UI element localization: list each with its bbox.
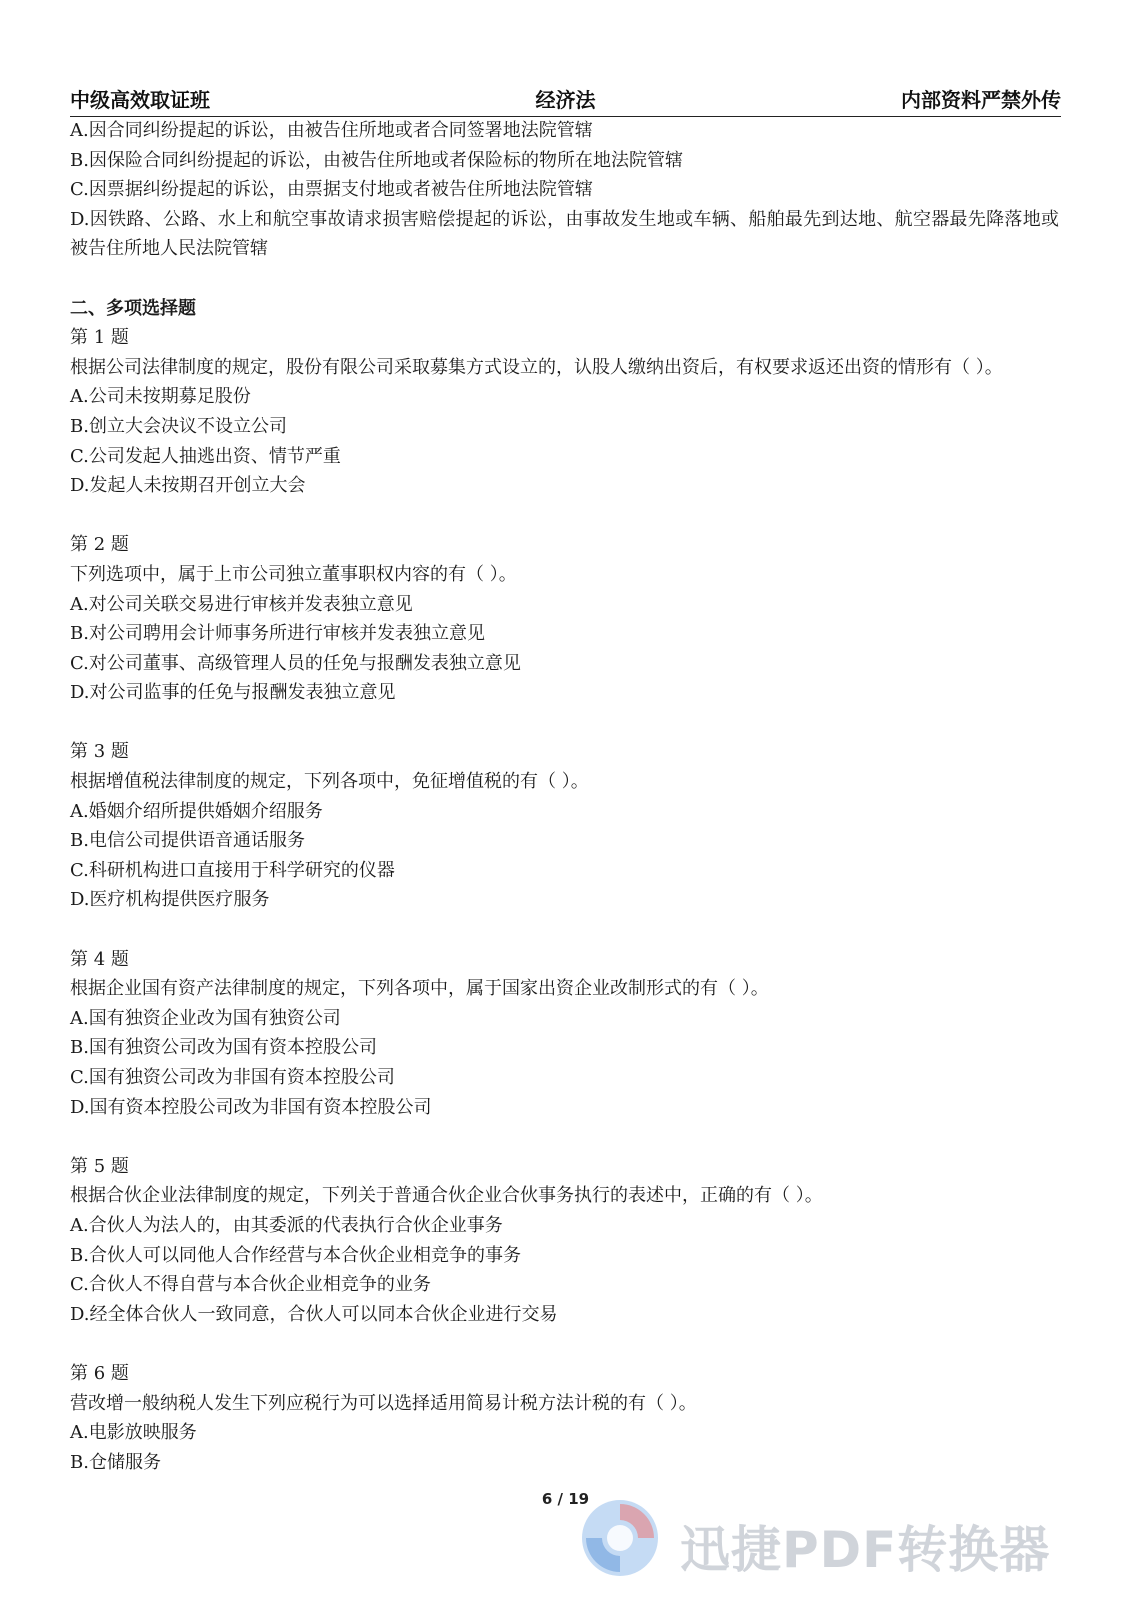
- option-line: B.创立大会决议不设立公司: [70, 415, 287, 437]
- question-stem: 根据增值税法律制度的规定，下列各项中，免征增值税的有（ ）。: [70, 771, 589, 793]
- page-content: [70, 116, 1059, 1477]
- option-line: A.因合同纠纷提起的诉讼，由被告住所地或者合同签署地法院管辖: [70, 120, 593, 141]
- page-header: [70, 80, 1061, 117]
- question-label: 第 1 题: [70, 327, 129, 349]
- header-confidential-note: 内部资料严禁外传: [901, 88, 1061, 112]
- option-line: B.电信公司提供语音通话服务: [70, 830, 305, 852]
- question-label: 第 2 题: [70, 534, 129, 556]
- option-line: C.对公司董事、高级管理人员的任免与报酬发表独立意见: [70, 652, 521, 674]
- option-line: A.国有独资企业改为国有独资公司: [70, 1007, 341, 1029]
- question-block: [70, 737, 1059, 915]
- question-stem: 下列选项中，属于上市公司独立董事职权内容的有（ ）。: [70, 563, 517, 585]
- watermark: [580, 1498, 1100, 1578]
- question-stem: 营改增一般纳税人发生下列应税行为可以选择适用简易计税方法计税的有（ ）。: [70, 1392, 697, 1414]
- option-line: D.发起人未按期召开创立大会: [70, 475, 306, 497]
- option-line: C.合伙人不得自营与本合伙企业相竞争的业务: [70, 1274, 431, 1296]
- option-line: B.仓储服务: [70, 1451, 161, 1473]
- question-label: 第 5 题: [70, 1155, 129, 1177]
- option-line: A.公司未按期募足股份: [70, 386, 251, 408]
- option-line: B.因保险合同纠纷提起的诉讼，由被告住所地或者保险标的物所在地法院管辖: [70, 149, 683, 171]
- option-line: B.国有独资公司改为国有资本控股公司: [70, 1037, 377, 1059]
- option-line: B.对公司聘用会计师事务所进行审核并发表独立意见: [70, 623, 485, 645]
- question-block: [70, 1152, 1059, 1330]
- option-line: D.国有资本控股公司改为非国有资本控股公司: [70, 1096, 432, 1118]
- question-block: [70, 530, 1059, 708]
- question-stem: 根据公司法律制度的规定，股份有限公司采取募集方式设立的，认股人缴纳出资后，有权要求返还出资的情形有（ ）。: [70, 356, 1003, 378]
- option-line: C.公司发起人抽逃出资、情节严重: [70, 445, 341, 467]
- option-line: D.因铁路、公路、水上和航空事故请求损害赔偿提起的诉讼，由事故发生地或车辆、船舶最先到达地、航空器最先降落地或被告住所地人民法院管辖: [70, 208, 1059, 260]
- header-course-title: 中级高效取证班: [70, 88, 210, 112]
- option-line: A.对公司关联交易进行审核并发表独立意见: [70, 593, 413, 615]
- option-line: C.科研机构进口直接用于科学研究的仪器: [70, 859, 395, 881]
- option-line: D.对公司监事的任免与报酬发表独立意见: [70, 682, 396, 704]
- question-stem: 根据企业国有资产法律制度的规定，下列各项中，属于国家出资企业改制形式的有（ ）。: [70, 978, 769, 1000]
- option-line: C.因票据纠纷提起的诉讼，由票据支付地或者被告住所地法院管辖: [70, 179, 593, 201]
- pdf-converter-logo-icon: [580, 1498, 660, 1578]
- question-stem: 根据合伙企业法律制度的规定，下列关于普通合伙企业合伙事务执行的表述中，正确的有（ ）。: [70, 1185, 823, 1207]
- page-number: 6 / 19: [541, 1490, 590, 1508]
- section-title: 二、多项选择题: [70, 297, 196, 319]
- question-label: 第 6 题: [70, 1362, 129, 1384]
- option-line: A.电影放映服务: [70, 1422, 197, 1444]
- watermark-text: 迅捷PDF转换器: [680, 1521, 1051, 1579]
- option-line: A.婚姻介绍所提供婚姻介绍服务: [70, 800, 323, 822]
- header-subject: 经济法: [535, 88, 596, 112]
- question-block: [70, 323, 1059, 501]
- question-label: 第 3 题: [70, 741, 129, 763]
- option-line: B.合伙人可以同他人合作经营与本合伙企业相竞争的事务: [70, 1244, 521, 1266]
- option-line: D.经全体合伙人一致同意，合伙人可以同本合伙企业进行交易: [70, 1303, 558, 1325]
- question-block: [70, 945, 1059, 1123]
- option-line: D.医疗机构提供医疗服务: [70, 889, 270, 911]
- question-label: 第 4 题: [70, 948, 129, 970]
- option-line: A.合伙人为法人的，由其委派的代表执行合伙企业事务: [70, 1214, 503, 1236]
- carryover-options: [70, 116, 1059, 264]
- question-block: [70, 1359, 1059, 1477]
- option-line: C.国有独资公司改为非国有资本控股公司: [70, 1067, 395, 1088]
